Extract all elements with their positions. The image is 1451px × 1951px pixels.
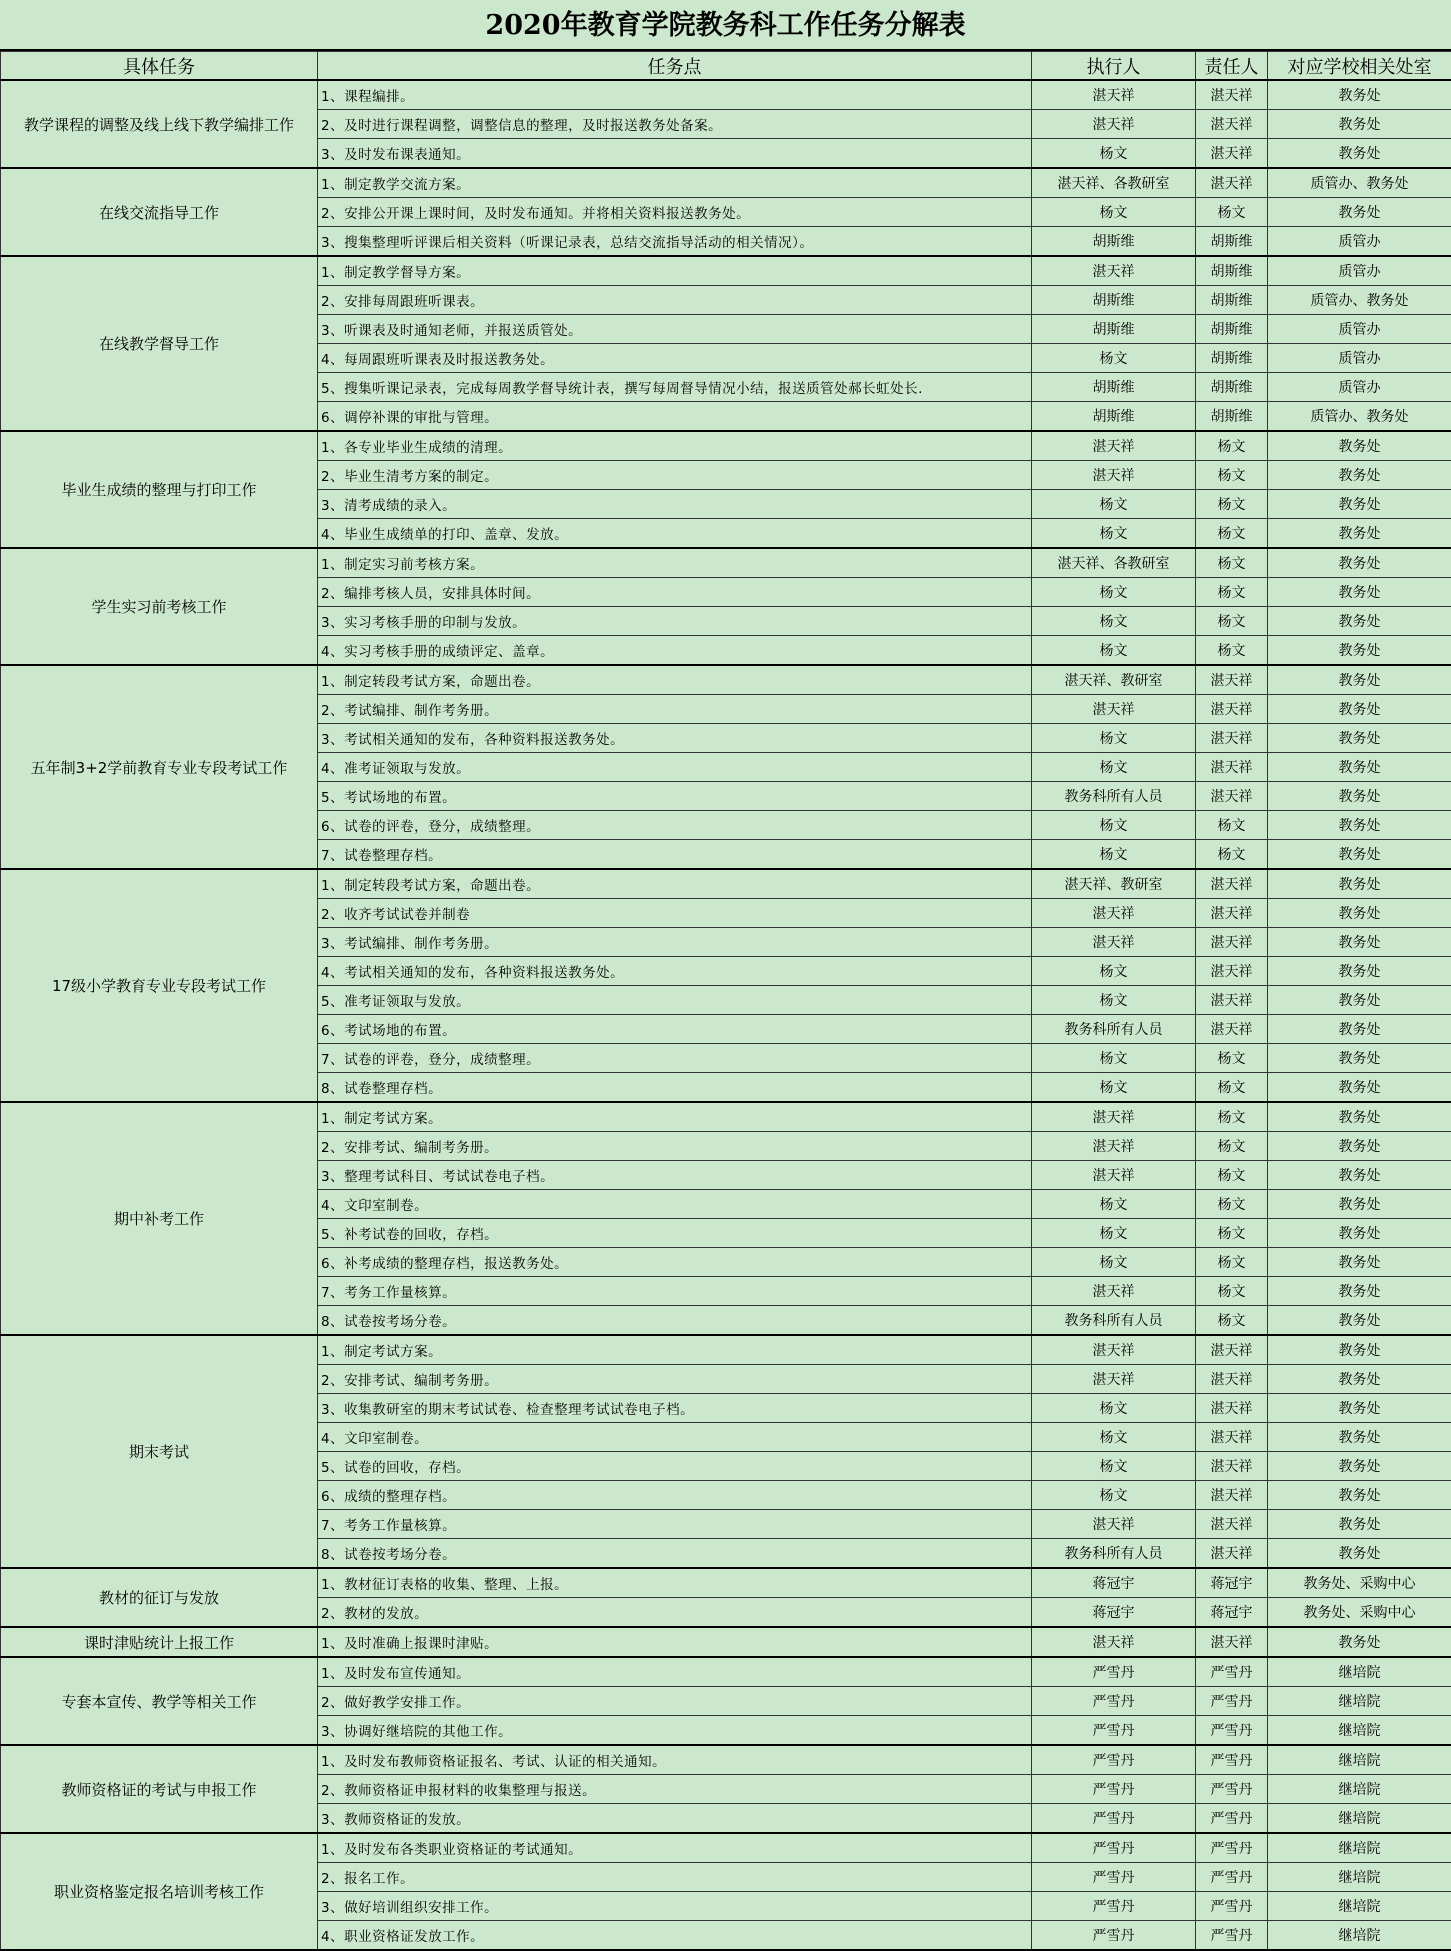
department-cell: 继培院: [1268, 1892, 1451, 1921]
task-group-cell: 期中补考工作: [1, 1102, 318, 1335]
executor-cell: 胡斯维: [1032, 315, 1196, 344]
task-point-cell: 7、试卷整理存档。: [318, 840, 1032, 870]
executor-cell: 湛天祥: [1032, 1365, 1196, 1394]
department-cell: 质管办、教务处: [1268, 286, 1451, 315]
responsible-cell: 湛天祥: [1196, 869, 1268, 899]
task-point-cell: 5、试卷的回收，存档。: [318, 1452, 1032, 1481]
executor-cell: 湛天祥: [1032, 695, 1196, 724]
responsible-cell: 杨文: [1196, 1248, 1268, 1277]
task-point-cell: 4、考试相关通知的发布，各种资料报送教务处。: [318, 957, 1032, 986]
executor-cell: 湛天祥: [1032, 1277, 1196, 1306]
executor-cell: 杨文: [1032, 811, 1196, 840]
department-cell: 教务处: [1268, 519, 1451, 549]
responsible-cell: 湛天祥: [1196, 168, 1268, 198]
header-executor: 执行人: [1032, 52, 1196, 81]
task-point-cell: 1、及时准确上报课时津贴。: [318, 1627, 1032, 1657]
responsible-cell: 杨文: [1196, 607, 1268, 636]
table-row: [1, 1745, 1451, 1775]
department-cell: 教务处、采购中心: [1268, 1598, 1451, 1628]
executor-cell: 湛天祥: [1032, 899, 1196, 928]
department-cell: 教务处: [1268, 869, 1451, 899]
responsible-cell: 杨文: [1196, 636, 1268, 666]
responsible-cell: 湛天祥: [1196, 928, 1268, 957]
department-cell: 继培院: [1268, 1804, 1451, 1834]
executor-cell: 湛天祥、各教研室: [1032, 548, 1196, 578]
department-cell: 教务处: [1268, 110, 1451, 139]
task-point-cell: 3、清考成绩的录入。: [318, 490, 1032, 519]
department-cell: 继培院: [1268, 1833, 1451, 1863]
responsible-cell: 湛天祥: [1196, 665, 1268, 695]
table-row: [1, 168, 1451, 198]
responsible-cell: 湛天祥: [1196, 1539, 1268, 1569]
task-group-cell: 课时津贴统计上报工作: [1, 1627, 318, 1657]
responsible-cell: 湛天祥: [1196, 1365, 1268, 1394]
responsible-cell: 湛天祥: [1196, 1015, 1268, 1044]
department-cell: 教务处: [1268, 1452, 1451, 1481]
responsible-cell: 杨文: [1196, 578, 1268, 607]
department-cell: 教务处: [1268, 724, 1451, 753]
task-point-cell: 2、安排公开课上课时间，及时发布通知。并将相关资料报送教务处。: [318, 198, 1032, 227]
responsible-cell: 湛天祥: [1196, 139, 1268, 169]
executor-cell: 严雪丹: [1032, 1657, 1196, 1687]
task-point-cell: 4、职业资格证发放工作。: [318, 1921, 1032, 1951]
responsible-cell: 杨文: [1196, 1073, 1268, 1103]
executor-cell: 湛天祥、教研室: [1032, 665, 1196, 695]
department-cell: 教务处: [1268, 1015, 1451, 1044]
responsible-cell: 湛天祥: [1196, 110, 1268, 139]
task-point-cell: 2、安排每周跟班听课表。: [318, 286, 1032, 315]
task-point-cell: 4、文印室制卷。: [318, 1190, 1032, 1219]
executor-cell: 严雪丹: [1032, 1833, 1196, 1863]
task-group-cell: 在线交流指导工作: [1, 168, 318, 256]
responsible-cell: 严雪丹: [1196, 1921, 1268, 1951]
department-cell: 教务处: [1268, 198, 1451, 227]
department-cell: 继培院: [1268, 1657, 1451, 1687]
department-cell: 教务处: [1268, 490, 1451, 519]
department-cell: 质管办、教务处: [1268, 168, 1451, 198]
task-group-cell: 17级小学教育专业专段考试工作: [1, 869, 318, 1102]
executor-cell: 杨文: [1032, 1452, 1196, 1481]
task-point-cell: 6、补考成绩的整理存档，报送教务处。: [318, 1248, 1032, 1277]
task-point-cell: 6、考试场地的布置。: [318, 1015, 1032, 1044]
responsible-cell: 杨文: [1196, 811, 1268, 840]
executor-cell: 蒋冠宇: [1032, 1568, 1196, 1598]
department-cell: 教务处: [1268, 665, 1451, 695]
executor-cell: 胡斯维: [1032, 227, 1196, 257]
responsible-cell: 胡斯维: [1196, 344, 1268, 373]
table-row: [1, 1627, 1451, 1657]
responsible-cell: 蒋冠宇: [1196, 1598, 1268, 1628]
task-point-cell: 2、及时进行课程调整，调整信息的整理，及时报送教务处备案。: [318, 110, 1032, 139]
task-point-cell: 3、搜集整理听评课后相关资料（听课记录表，总结交流指导活动的相关情况）。: [318, 227, 1032, 257]
task-point-cell: 5、补考试卷的回收，存档。: [318, 1219, 1032, 1248]
task-group-cell: 教材的征订与发放: [1, 1568, 318, 1627]
department-cell: 继培院: [1268, 1863, 1451, 1892]
department-cell: 继培院: [1268, 1775, 1451, 1804]
department-cell: 教务处: [1268, 1539, 1451, 1569]
executor-cell: 严雪丹: [1032, 1775, 1196, 1804]
executor-cell: 湛天祥: [1032, 1161, 1196, 1190]
executor-cell: 杨文: [1032, 1190, 1196, 1219]
table-row: [1, 431, 1451, 461]
task-point-cell: 1、各专业毕业生成绩的清理。: [318, 431, 1032, 461]
responsible-cell: 杨文: [1196, 461, 1268, 490]
department-cell: 教务处: [1268, 1102, 1451, 1132]
executor-cell: 胡斯维: [1032, 373, 1196, 402]
department-cell: 教务处: [1268, 753, 1451, 782]
responsible-cell: 杨文: [1196, 1219, 1268, 1248]
table-row: [1, 1568, 1451, 1598]
executor-cell: 湛天祥: [1032, 1102, 1196, 1132]
table-row: [1, 869, 1451, 899]
task-point-cell: 2、安排考试、编制考务册。: [318, 1132, 1032, 1161]
responsible-cell: 湛天祥: [1196, 80, 1268, 110]
department-cell: 教务处: [1268, 1190, 1451, 1219]
executor-cell: 杨文: [1032, 490, 1196, 519]
executor-cell: 湛天祥: [1032, 110, 1196, 139]
department-cell: 教务处: [1268, 1132, 1451, 1161]
responsible-cell: 湛天祥: [1196, 1510, 1268, 1539]
department-cell: 教务处: [1268, 1306, 1451, 1336]
task-point-cell: 4、毕业生成绩单的打印、盖章、发放。: [318, 519, 1032, 549]
department-cell: 教务处: [1268, 578, 1451, 607]
executor-cell: 教务科所有人员: [1032, 782, 1196, 811]
department-cell: 教务处: [1268, 139, 1451, 169]
department-cell: 教务处: [1268, 1219, 1451, 1248]
task-point-cell: 6、试卷的评卷，登分，成绩整理。: [318, 811, 1032, 840]
responsible-cell: 胡斯维: [1196, 315, 1268, 344]
executor-cell: 杨文: [1032, 1423, 1196, 1452]
responsible-cell: 杨文: [1196, 431, 1268, 461]
task-point-cell: 2、教师资格证申报材料的收集整理与报送。: [318, 1775, 1032, 1804]
task-point-cell: 7、考务工作量核算。: [318, 1510, 1032, 1539]
executor-cell: 杨文: [1032, 519, 1196, 549]
responsible-cell: 杨文: [1196, 548, 1268, 578]
responsible-cell: 严雪丹: [1196, 1863, 1268, 1892]
executor-cell: 严雪丹: [1032, 1804, 1196, 1834]
executor-cell: 教务科所有人员: [1032, 1306, 1196, 1336]
header-task: 具体任务: [1, 52, 318, 81]
department-cell: 教务处: [1268, 548, 1451, 578]
executor-cell: 教务科所有人员: [1032, 1539, 1196, 1569]
responsible-cell: 严雪丹: [1196, 1687, 1268, 1716]
executor-cell: 湛天祥: [1032, 1335, 1196, 1365]
executor-cell: 杨文: [1032, 198, 1196, 227]
executor-cell: 杨文: [1032, 957, 1196, 986]
executor-cell: 杨文: [1032, 139, 1196, 169]
executor-cell: 严雪丹: [1032, 1687, 1196, 1716]
task-point-cell: 3、整理考试科目、考试试卷电子档。: [318, 1161, 1032, 1190]
responsible-cell: 杨文: [1196, 519, 1268, 549]
table-row: [1, 1657, 1451, 1687]
responsible-cell: 湛天祥: [1196, 695, 1268, 724]
task-point-cell: 1、课程编排。: [318, 80, 1032, 110]
department-cell: 教务处: [1268, 1510, 1451, 1539]
responsible-cell: 严雪丹: [1196, 1716, 1268, 1746]
responsible-cell: 杨文: [1196, 198, 1268, 227]
department-cell: 教务处: [1268, 636, 1451, 666]
table-row: [1, 665, 1451, 695]
task-point-cell: 1、制定实习前考核方案。: [318, 548, 1032, 578]
responsible-cell: 湛天祥: [1196, 957, 1268, 986]
responsible-cell: 湛天祥: [1196, 986, 1268, 1015]
department-cell: 继培院: [1268, 1687, 1451, 1716]
responsible-cell: 杨文: [1196, 1190, 1268, 1219]
responsible-cell: 湛天祥: [1196, 1394, 1268, 1423]
task-point-cell: 1、及时发布宣传通知。: [318, 1657, 1032, 1687]
task-table: [0, 51, 1451, 1951]
responsible-cell: 胡斯维: [1196, 256, 1268, 286]
department-cell: 教务处: [1268, 431, 1451, 461]
responsible-cell: 湛天祥: [1196, 724, 1268, 753]
responsible-cell: 杨文: [1196, 1132, 1268, 1161]
department-cell: 教务处: [1268, 695, 1451, 724]
executor-cell: 杨文: [1032, 1394, 1196, 1423]
executor-cell: 杨文: [1032, 986, 1196, 1015]
task-point-cell: 1、及时发布各类职业资格证的考试通知。: [318, 1833, 1032, 1863]
responsible-cell: 湛天祥: [1196, 1335, 1268, 1365]
task-point-cell: 1、制定教学交流方案。: [318, 168, 1032, 198]
table-row: [1, 80, 1451, 110]
task-point-cell: 4、文印室制卷。: [318, 1423, 1032, 1452]
executor-cell: 杨文: [1032, 1248, 1196, 1277]
task-point-cell: 2、考试编排、制作考务册。: [318, 695, 1032, 724]
executor-cell: 严雪丹: [1032, 1716, 1196, 1746]
responsible-cell: 杨文: [1196, 1102, 1268, 1132]
task-point-cell: 1、教材征订表格的收集、整理、上报。: [318, 1568, 1032, 1598]
executor-cell: 蒋冠宇: [1032, 1598, 1196, 1628]
task-point-cell: 3、做好培训组织安排工作。: [318, 1892, 1032, 1921]
responsible-cell: 胡斯维: [1196, 373, 1268, 402]
task-group-cell: 专套本宣传、教学等相关工作: [1, 1657, 318, 1745]
responsible-cell: 湛天祥: [1196, 899, 1268, 928]
department-cell: 教务处: [1268, 928, 1451, 957]
executor-cell: 胡斯维: [1032, 286, 1196, 315]
executor-cell: 杨文: [1032, 1219, 1196, 1248]
executor-cell: 湛天祥: [1032, 80, 1196, 110]
department-cell: 质管办: [1268, 256, 1451, 286]
task-point-cell: 3、考试编排、制作考务册。: [318, 928, 1032, 957]
table-row: [1, 1833, 1451, 1863]
task-point-cell: 1、制定转段考试方案，命题出卷。: [318, 665, 1032, 695]
department-cell: 教务处: [1268, 1248, 1451, 1277]
task-point-cell: 6、调停补课的审批与管理。: [318, 402, 1032, 432]
task-point-cell: 2、收齐考试试卷并制卷: [318, 899, 1032, 928]
task-point-cell: 1、制定考试方案。: [318, 1102, 1032, 1132]
department-cell: 质管办、教务处: [1268, 402, 1451, 432]
department-cell: 继培院: [1268, 1745, 1451, 1775]
task-point-cell: 2、教材的发放。: [318, 1598, 1032, 1628]
executor-cell: 杨文: [1032, 1073, 1196, 1103]
responsible-cell: 严雪丹: [1196, 1833, 1268, 1863]
executor-cell: 教务科所有人员: [1032, 1015, 1196, 1044]
department-cell: 教务处: [1268, 1481, 1451, 1510]
task-point-cell: 8、试卷整理存档。: [318, 1073, 1032, 1103]
responsible-cell: 杨文: [1196, 1277, 1268, 1306]
executor-cell: 湛天祥、各教研室: [1032, 168, 1196, 198]
table-row: [1, 548, 1451, 578]
task-point-cell: 2、报名工作。: [318, 1863, 1032, 1892]
department-cell: 教务处: [1268, 1044, 1451, 1073]
executor-cell: 胡斯维: [1032, 402, 1196, 432]
task-point-cell: 2、做好教学安排工作。: [318, 1687, 1032, 1716]
responsible-cell: 杨文: [1196, 840, 1268, 870]
executor-cell: 湛天祥、教研室: [1032, 869, 1196, 899]
department-cell: 教务处: [1268, 607, 1451, 636]
department-cell: 教务处: [1268, 1335, 1451, 1365]
task-point-cell: 8、试卷按考场分卷。: [318, 1539, 1032, 1569]
executor-cell: 湛天祥: [1032, 461, 1196, 490]
task-group-cell: 教学课程的调整及线上线下教学编排工作: [1, 80, 318, 168]
department-cell: 继培院: [1268, 1921, 1451, 1951]
executor-cell: 严雪丹: [1032, 1892, 1196, 1921]
executor-cell: 杨文: [1032, 840, 1196, 870]
task-point-cell: 3、考试相关通知的发布，各种资料报送教务处。: [318, 724, 1032, 753]
executor-cell: 杨文: [1032, 753, 1196, 782]
executor-cell: 湛天祥: [1032, 1510, 1196, 1539]
task-point-cell: 7、试卷的评卷，登分，成绩整理。: [318, 1044, 1032, 1073]
department-cell: 教务处: [1268, 957, 1451, 986]
task-point-cell: 1、制定转段考试方案，命题出卷。: [318, 869, 1032, 899]
task-point-cell: 3、实习考核手册的印制与发放。: [318, 607, 1032, 636]
responsible-cell: 严雪丹: [1196, 1775, 1268, 1804]
responsible-cell: 杨文: [1196, 1161, 1268, 1190]
department-cell: 教务处: [1268, 986, 1451, 1015]
task-group-cell: 五年制3+2学前教育专业专段考试工作: [1, 665, 318, 869]
task-point-cell: 3、听课表及时通知老师，并报送质管处。: [318, 315, 1032, 344]
responsible-cell: 胡斯维: [1196, 227, 1268, 257]
task-point-cell: 1、制定教学督导方案。: [318, 256, 1032, 286]
responsible-cell: 湛天祥: [1196, 1481, 1268, 1510]
task-group-cell: 在线教学督导工作: [1, 256, 318, 431]
task-group-cell: 教师资格证的考试与申报工作: [1, 1745, 318, 1833]
responsible-cell: 胡斯维: [1196, 286, 1268, 315]
responsible-cell: 蒋冠宇: [1196, 1568, 1268, 1598]
task-point-cell: 4、实习考核手册的成绩评定、盖章。: [318, 636, 1032, 666]
table-body: [1, 80, 1451, 1950]
executor-cell: 杨文: [1032, 344, 1196, 373]
department-cell: 教务处、采购中心: [1268, 1568, 1451, 1598]
department-cell: 教务处: [1268, 1423, 1451, 1452]
task-group-cell: 职业资格鉴定报名培训考核工作: [1, 1833, 318, 1950]
header-row: [1, 52, 1451, 81]
task-point-cell: 3、教师资格证的发放。: [318, 1804, 1032, 1834]
executor-cell: 湛天祥: [1032, 1132, 1196, 1161]
header-task-point: 任务点: [318, 52, 1032, 81]
table-row: [1, 256, 1451, 286]
executor-cell: 杨文: [1032, 1044, 1196, 1073]
department-cell: 质管办: [1268, 344, 1451, 373]
department-cell: 教务处: [1268, 840, 1451, 870]
task-point-cell: 4、准考证领取与发放。: [318, 753, 1032, 782]
department-cell: 教务处: [1268, 461, 1451, 490]
task-group-cell: 期末考试: [1, 1335, 318, 1568]
table-row: [1, 1335, 1451, 1365]
task-point-cell: 6、成绩的整理存档。: [318, 1481, 1032, 1510]
task-group-cell: 毕业生成绩的整理与打印工作: [1, 431, 318, 548]
executor-cell: 严雪丹: [1032, 1921, 1196, 1951]
responsible-cell: 严雪丹: [1196, 1657, 1268, 1687]
task-group-cell: 学生实习前考核工作: [1, 548, 318, 665]
responsible-cell: 严雪丹: [1196, 1892, 1268, 1921]
executor-cell: 严雪丹: [1032, 1863, 1196, 1892]
header-responsible: 责任人: [1196, 52, 1268, 81]
executor-cell: 湛天祥: [1032, 256, 1196, 286]
executor-cell: 杨文: [1032, 724, 1196, 753]
department-cell: 质管办: [1268, 227, 1451, 257]
department-cell: 教务处: [1268, 811, 1451, 840]
table-row: [1, 1102, 1451, 1132]
task-point-cell: 4、每周跟班听课表及时报送教务处。: [318, 344, 1032, 373]
responsible-cell: 杨文: [1196, 1306, 1268, 1336]
responsible-cell: 湛天祥: [1196, 1452, 1268, 1481]
department-cell: 教务处: [1268, 899, 1451, 928]
responsible-cell: 湛天祥: [1196, 782, 1268, 811]
task-point-cell: 5、准考证领取与发放。: [318, 986, 1032, 1015]
responsible-cell: 湛天祥: [1196, 1627, 1268, 1657]
responsible-cell: 严雪丹: [1196, 1804, 1268, 1834]
responsible-cell: 杨文: [1196, 490, 1268, 519]
task-point-cell: 5、考试场地的布置。: [318, 782, 1032, 811]
department-cell: 教务处: [1268, 782, 1451, 811]
department-cell: 教务处: [1268, 1365, 1451, 1394]
task-point-cell: 2、编排考核人员，安排具体时间。: [318, 578, 1032, 607]
department-cell: 继培院: [1268, 1716, 1451, 1746]
department-cell: 质管办: [1268, 315, 1451, 344]
department-cell: 教务处: [1268, 1073, 1451, 1103]
page-title: 2020年教育学院教务科工作任务分解表: [0, 0, 1451, 51]
executor-cell: 杨文: [1032, 607, 1196, 636]
task-point-cell: 1、制定考试方案。: [318, 1335, 1032, 1365]
task-point-cell: 2、毕业生清考方案的制定。: [318, 461, 1032, 490]
department-cell: 教务处: [1268, 1627, 1451, 1657]
task-point-cell: 2、安排考试、编制考务册。: [318, 1365, 1032, 1394]
responsible-cell: 湛天祥: [1196, 1423, 1268, 1452]
executor-cell: 严雪丹: [1032, 1745, 1196, 1775]
executor-cell: 湛天祥: [1032, 431, 1196, 461]
task-point-cell: 7、考务工作量核算。: [318, 1277, 1032, 1306]
task-point-cell: 1、及时发布教师资格证报名、考试、认证的相关通知。: [318, 1745, 1032, 1775]
department-cell: 教务处: [1268, 1277, 1451, 1306]
executor-cell: 湛天祥: [1032, 928, 1196, 957]
task-point-cell: 3、协调好继培院的其他工作。: [318, 1716, 1032, 1746]
executor-cell: 湛天祥: [1032, 1627, 1196, 1657]
task-point-cell: 8、试卷按考场分卷。: [318, 1306, 1032, 1336]
executor-cell: 杨文: [1032, 636, 1196, 666]
department-cell: 质管办: [1268, 373, 1451, 402]
task-point-cell: 5、搜集听课记录表，完成每周教学督导统计表，撰写每周督导情况小结，报送质管处郝长虹处长.: [318, 373, 1032, 402]
task-point-cell: 3、及时发布课表通知。: [318, 139, 1032, 169]
department-cell: 教务处: [1268, 1394, 1451, 1423]
executor-cell: 杨文: [1032, 1481, 1196, 1510]
responsible-cell: 湛天祥: [1196, 753, 1268, 782]
header-department: 对应学校相关处室: [1268, 52, 1451, 81]
responsible-cell: 严雪丹: [1196, 1745, 1268, 1775]
responsible-cell: 胡斯维: [1196, 402, 1268, 432]
executor-cell: 杨文: [1032, 578, 1196, 607]
department-cell: 教务处: [1268, 80, 1451, 110]
department-cell: 教务处: [1268, 1161, 1451, 1190]
responsible-cell: 杨文: [1196, 1044, 1268, 1073]
task-point-cell: 3、收集教研室的期末考试试卷、检查整理考试试卷电子档。: [318, 1394, 1032, 1423]
